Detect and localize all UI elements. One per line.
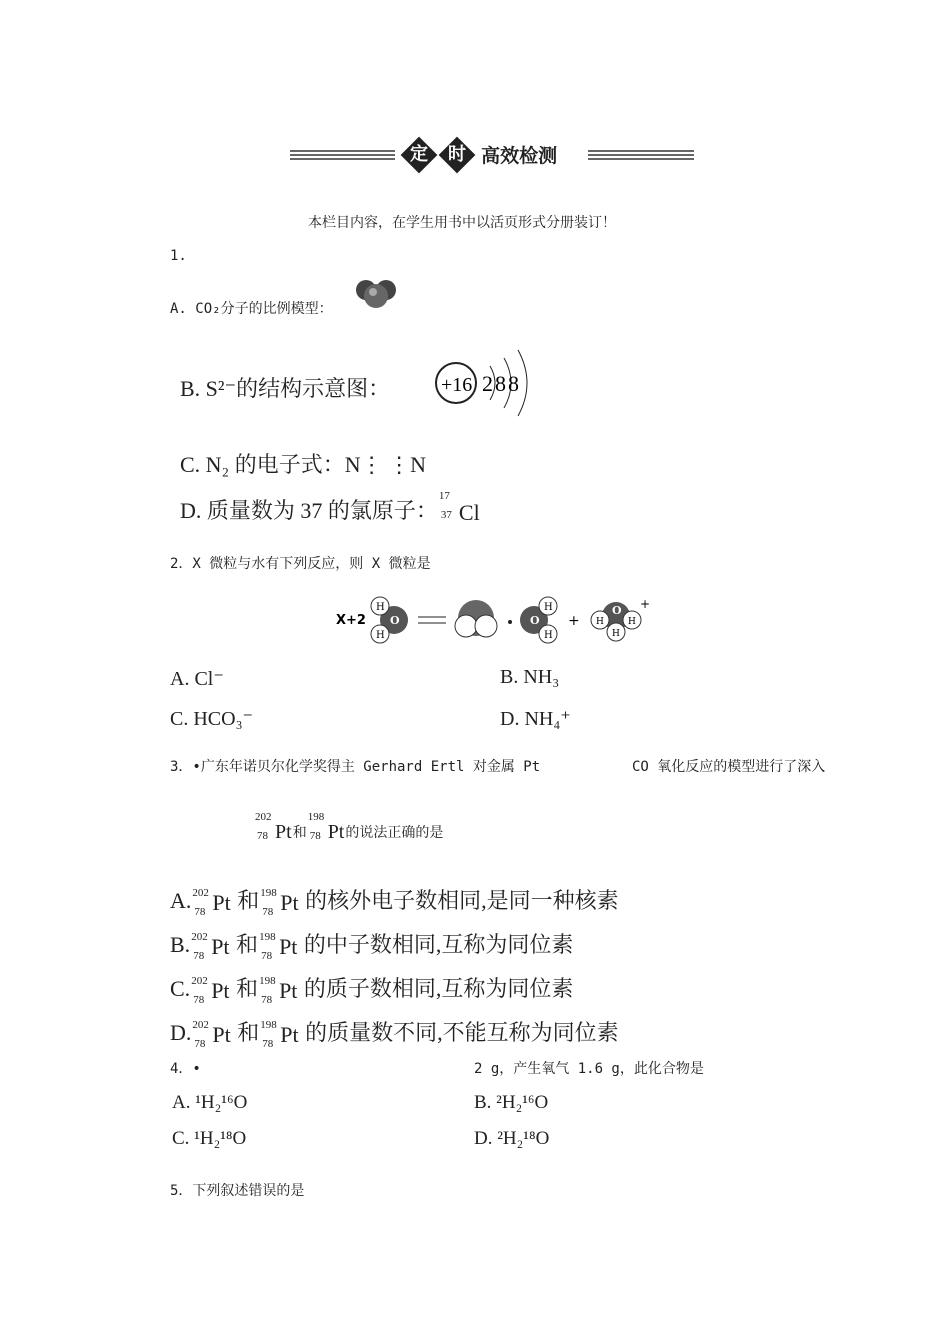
- q3-option: D. 202 78 Pt 和 198 78 Pt 的质量数不同,不能互称为同位素: [170, 1018, 619, 1050]
- svg-text:H: H: [376, 602, 385, 613]
- q2-option-c: C. HCO₃⁻: [170, 708, 254, 730]
- svg-text:O: O: [612, 604, 622, 617]
- electron-shells: 288: [482, 371, 521, 396]
- header-title: 高效检测: [481, 145, 558, 167]
- q1-option-c: C. N₂ 的电子式：N⋮ ⋮N: [180, 452, 427, 477]
- q4-option-c: C. ¹H₂¹⁸O: [172, 1128, 247, 1149]
- q4-option-a: A. ¹H₂¹⁶O: [172, 1092, 248, 1113]
- q3-stem-right: CO 氧化反应的模型进行了深入: [632, 759, 826, 775]
- pt-202-nuclide: 202 78 Pt: [255, 810, 292, 843]
- header-tile-1: 定: [401, 136, 438, 173]
- q4-stem: 4．•: [170, 1061, 201, 1077]
- water-reaction-diagram: [336, 592, 656, 652]
- svg-text:H: H: [544, 602, 553, 613]
- q2-option-a: A. Cl⁻: [170, 668, 224, 690]
- binding-note: 本栏目内容，在学生用书中以活页形式分册装订！: [308, 215, 616, 231]
- svg-text:H: H: [628, 617, 636, 627]
- q4-stem-right: 2 g，产生氧气 1.6 g，此化合物是: [474, 1061, 704, 1077]
- q3-option: B. 202 78 Pt 和 198 78 Pt 的中子数相同,互称为同位素: [170, 930, 574, 962]
- q3-option: A. 202 78 Pt 和 198 78 Pt 的核外电子数相同,是同一种核素: [170, 886, 619, 918]
- q5-stem: 5．下列叙述错误的是: [170, 1183, 305, 1199]
- q1-option-d-text: D. 质量数为 37 的氯原子：: [180, 498, 438, 523]
- q2-option-d: D. NH₄⁺: [500, 708, 571, 730]
- nucleus-charge: +16: [441, 374, 473, 396]
- svg-text:+: +: [568, 613, 580, 629]
- pt-198-nuclide: 198 78 Pt: [307, 810, 345, 843]
- svg-text:H: H: [596, 617, 604, 627]
- svg-text:H: H: [544, 630, 553, 641]
- chlorine-nuclide: 17 37 Cl: [438, 489, 480, 525]
- q1-option-b: B. S²⁻的结构示意图：: [180, 376, 391, 401]
- sulfide-ion-structure-diagram: [432, 346, 542, 418]
- svg-text:O: O: [390, 614, 400, 627]
- q1-option-a: A. CO₂分子的比例模型：: [170, 301, 333, 317]
- svg-text:O: O: [530, 614, 540, 627]
- svg-text:H: H: [376, 630, 385, 641]
- q3-stem: 3．•广东年诺贝尔化学奖得主 Gerhard Ertl 对金属 Pt: [170, 759, 541, 775]
- header-tile-2: 时: [439, 136, 476, 173]
- svg-text:+: +: [640, 597, 651, 611]
- q4-option-b: B. ²H₂¹⁶O: [474, 1092, 549, 1113]
- co2-space-filling-model: [354, 278, 398, 312]
- eq-left: X+2: [336, 613, 366, 628]
- q3-subline: 202 78 Pt和 198 78 Pt的说法正确的是: [255, 810, 444, 843]
- q1-option-d: [180, 489, 481, 526]
- q2-stem: 2．X 微粒与水有下列反应，则 X 微粒是: [170, 556, 431, 572]
- q3-option: C. 202 78 Pt 和 198 78 Pt 的质子数相同,互称为同位素: [170, 974, 574, 1006]
- svg-text:H: H: [612, 629, 620, 639]
- q3-options: [170, 880, 619, 1056]
- header-banner: [290, 138, 694, 172]
- q4-option-d: D. ²H₂¹⁸O: [474, 1128, 550, 1149]
- q1-number: 1.: [170, 248, 187, 264]
- q2-option-b: B. NH₃: [500, 666, 560, 688]
